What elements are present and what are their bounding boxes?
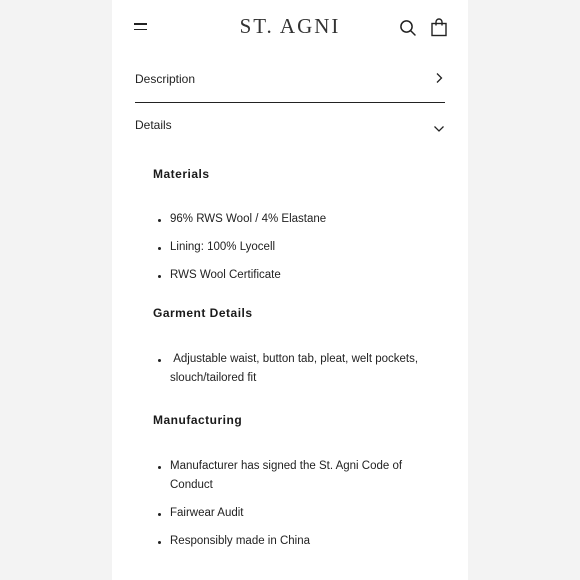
manufacturing-list [153,457,423,551]
garment-details-heading: Garment Details [153,306,253,320]
list-item: Lining: 100% Lyocell [153,238,423,257]
description-accordion[interactable] [135,70,445,103]
details-label: Details [135,118,172,132]
details-accordion[interactable] [135,116,445,140]
materials-list [153,210,423,285]
product-details-page [112,0,468,580]
chevron-down-icon [433,123,445,135]
description-label: Description [135,72,196,86]
search-icon[interactable] [399,19,417,37]
materials-heading: Materials [153,167,210,181]
list-item: Manufacturer has signed the St. Agni Code of Conduct [153,457,423,495]
site-header [112,0,468,56]
manufacturing-heading: Manufacturing [153,413,243,427]
list-item: Responsibly made in China [153,532,423,551]
brand-logo[interactable]: ST. AGNI [239,14,341,38]
shopping-bag-icon[interactable] [430,18,448,37]
list-item: 96% RWS Wool / 4% Elastane [153,210,423,229]
garment-details-list [153,350,423,388]
list-item: RWS Wool Certificate [153,266,423,285]
list-item: Adjustable waist, button tab, pleat, welt pockets, slouch/tailored fit [153,350,423,388]
list-item: Fairwear Audit [153,504,423,523]
chevron-right-icon [433,72,445,84]
